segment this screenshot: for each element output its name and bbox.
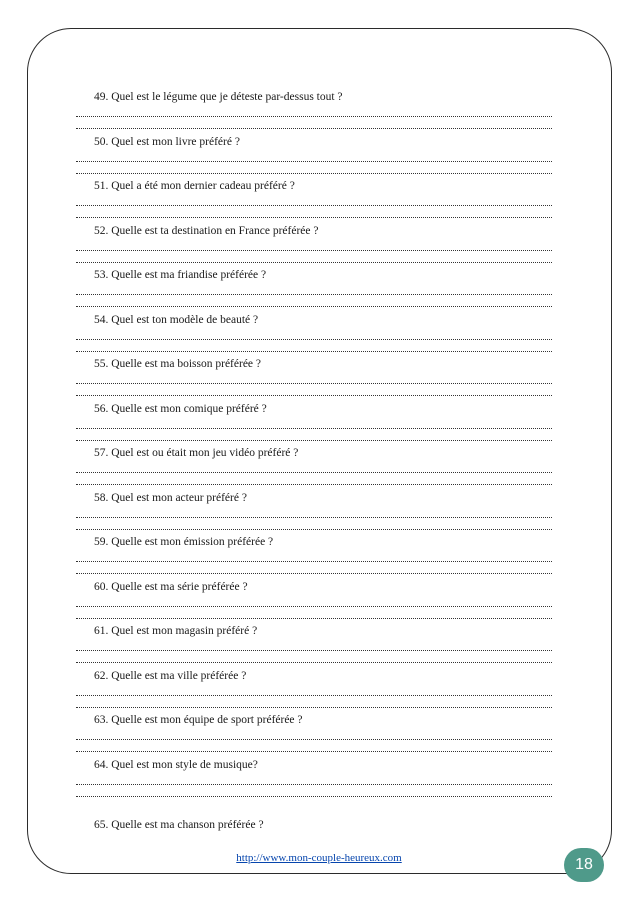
question-block — [76, 90, 552, 135]
question-block — [76, 713, 552, 758]
question-block — [76, 357, 552, 402]
question-text: 64. Quel est mon style de musique? — [94, 758, 258, 771]
answer-line[interactable] — [76, 561, 552, 562]
question-text: 56. Quelle est mon comique préféré ? — [94, 402, 267, 415]
answer-line[interactable] — [76, 217, 552, 218]
question-text: 55. Quelle est ma boisson préférée ? — [94, 358, 262, 370]
answer-line[interactable] — [76, 383, 552, 384]
answer-line[interactable] — [76, 339, 552, 340]
question-list — [76, 90, 552, 802]
answer-line[interactable] — [76, 695, 552, 696]
question-block — [76, 758, 552, 803]
answer-line[interactable] — [76, 262, 552, 263]
question-text: 59. Quelle est mon émission préférée ? — [94, 536, 274, 548]
answer-line[interactable] — [76, 205, 552, 206]
answer-line[interactable] — [76, 707, 552, 708]
question-65: 65. Quelle est ma chanson préférée ? — [94, 819, 264, 831]
answer-line[interactable] — [76, 529, 552, 530]
question-block — [76, 313, 552, 358]
question-text: 53. Quelle est ma friandise préférée ? — [94, 269, 267, 281]
answer-line[interactable] — [76, 517, 552, 518]
answer-line[interactable] — [76, 606, 552, 607]
answer-line[interactable] — [76, 650, 552, 651]
answer-line[interactable] — [76, 573, 552, 574]
question-text: 61. Quel est mon magasin préféré ? — [94, 625, 258, 637]
question-block — [76, 580, 552, 625]
question-block — [76, 446, 552, 491]
question-block — [76, 268, 552, 313]
website-link[interactable]: http://www.mon-couple-heureux.com — [236, 852, 402, 864]
answer-line[interactable] — [76, 784, 552, 785]
answer-line[interactable] — [76, 428, 552, 429]
answer-line[interactable] — [76, 472, 552, 473]
question-text: 60. Quelle est ma série préférée ? — [94, 580, 248, 593]
question-text: 63. Quelle est mon équipe de sport préférée ? — [94, 714, 303, 726]
question-block — [76, 669, 552, 714]
answer-line[interactable] — [76, 161, 552, 162]
answer-line[interactable] — [76, 306, 552, 307]
question-text: 52. Quelle est ta destination en France préférée ? — [94, 224, 319, 237]
question-block — [76, 402, 552, 447]
question-text: 62. Quelle est ma ville préférée ? — [94, 669, 247, 682]
answer-line[interactable] — [76, 116, 552, 117]
answer-line[interactable] — [76, 739, 552, 740]
question-block — [76, 624, 552, 669]
answer-line[interactable] — [76, 796, 552, 797]
answer-line[interactable] — [76, 250, 552, 251]
question-block — [76, 179, 552, 224]
question-block — [76, 491, 552, 536]
answer-line[interactable] — [76, 173, 552, 174]
answer-line[interactable] — [76, 440, 552, 441]
answer-line[interactable] — [76, 751, 552, 752]
answer-line[interactable] — [76, 294, 552, 295]
question-text: 54. Quel est ton modèle de beauté ? — [94, 313, 259, 326]
answer-line[interactable] — [76, 128, 552, 129]
answer-line[interactable] — [76, 662, 552, 663]
question-block — [76, 535, 552, 580]
answer-line[interactable] — [76, 395, 552, 396]
page-number-badge: 18 — [564, 848, 604, 882]
question-text: 57. Quel est ou était mon jeu vidéo préféré ? — [94, 447, 299, 459]
answer-line[interactable] — [76, 351, 552, 352]
answer-line[interactable] — [76, 484, 552, 485]
answer-line[interactable] — [76, 618, 552, 619]
question-text: 58. Quel est mon acteur préféré ? — [94, 491, 247, 504]
question-block — [76, 224, 552, 269]
question-text: 49. Quel est le légume que je déteste par-dessus tout ? — [94, 91, 343, 103]
question-text: 50. Quel est mon livre préféré ? — [94, 135, 240, 148]
question-block — [76, 135, 552, 180]
question-text: 51. Quel a été mon dernier cadeau préféré ? — [94, 180, 295, 192]
